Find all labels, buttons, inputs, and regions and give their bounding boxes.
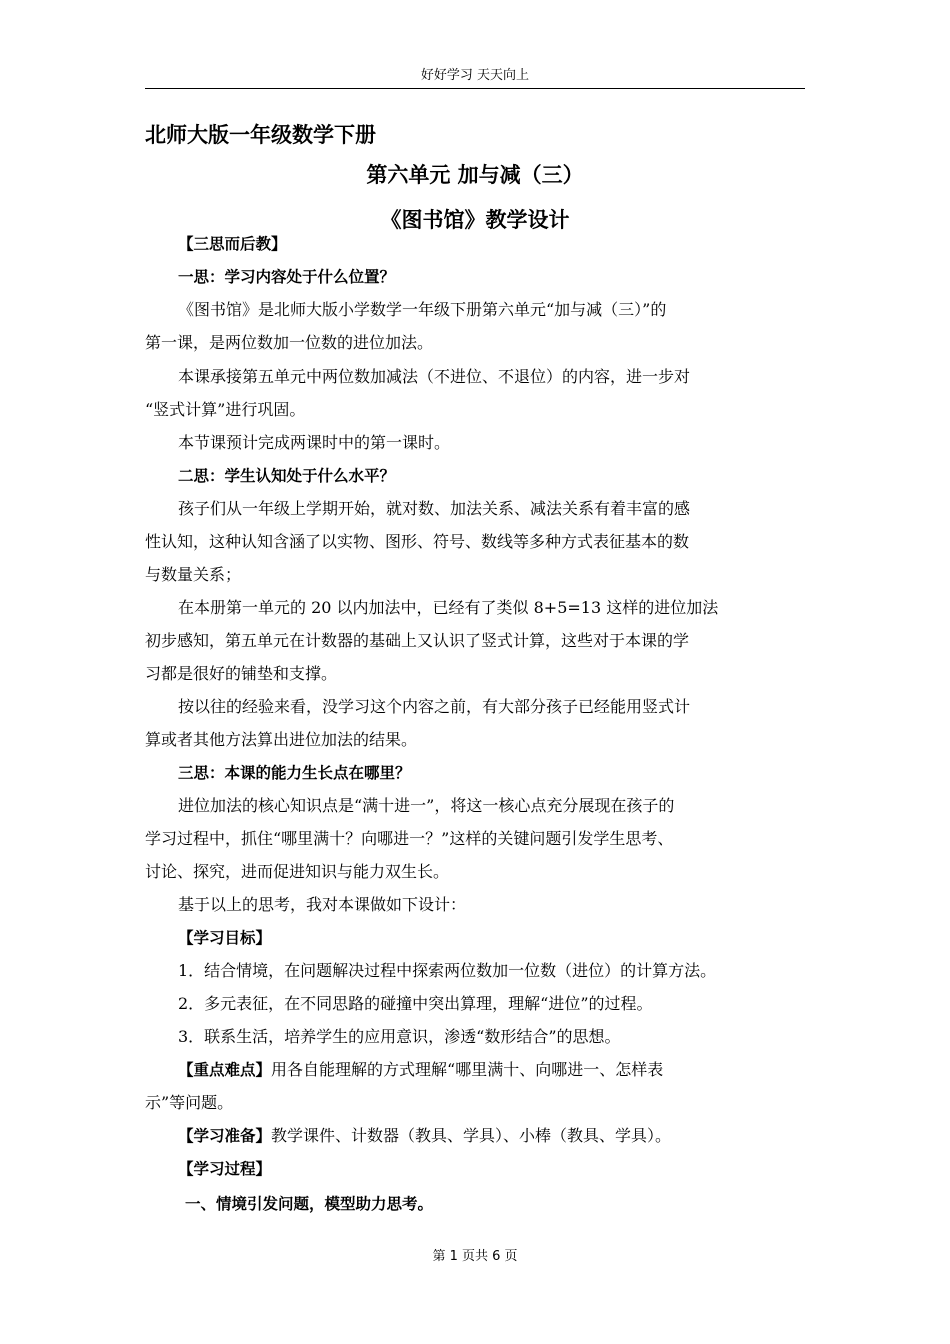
- section-heading-think: 【三思而后教】: [178, 235, 287, 253]
- paragraph-line: 按以往的经验来看，没学习这个内容之前，有大部分孩子已经能用竖式计: [178, 697, 691, 716]
- lesson-title: 《图书馆》教学设计: [380, 208, 570, 232]
- paragraph-line: 《图书馆》是北师大版小学数学一年级下册第六单元“加与减（三）”的: [178, 300, 667, 319]
- paragraph-line: 性认知，这种认知含涵了以实物、图形、符号、数线等多种方式表征基本的数: [145, 532, 690, 551]
- paragraph-line: 讨论、探究，进而促进知识与能力双生长。: [145, 862, 450, 881]
- unit-title: 第六单元 加与减（三）: [366, 163, 584, 187]
- key-points-label: 【重点难点】: [178, 1061, 272, 1079]
- paragraph-line: 学习过程中，抓住“哪里满十？向哪进一？”这样的关键问题引发学生思考、: [145, 829, 674, 848]
- paragraph-line: 第一课，是两位数加一位数的进位加法。: [145, 333, 434, 352]
- paragraph-line: 算或者其他方法算出进位加法的结果。: [145, 730, 418, 749]
- paragraph-line: 孩子们从一年级上学期开始，就对数、加法关系、减法关系有着丰富的感: [178, 499, 691, 518]
- key-points-text: 用各自能理解的方式理解“哪里满十、向哪进一、怎样表: [271, 1060, 664, 1079]
- paragraph-line: 习都是很好的铺垫和支撑。: [145, 664, 338, 683]
- goal-item: 3．联系生活，培养学生的应用意识，渗透“数形结合”的思想。: [178, 1027, 621, 1046]
- paragraph-line: 初步感知，第五单元在计数器的基础上又认识了竖式计算，这些对于本课的学: [145, 631, 690, 650]
- question-3: 三思：本课的能力生长点在哪里？: [178, 764, 411, 782]
- document-title: 北师大版一年级数学下册: [145, 123, 376, 147]
- paragraph-line: 本节课预计完成两课时中的第一课时。: [178, 433, 451, 452]
- page-header: 好好学习 天天向上: [420, 68, 530, 83]
- paragraph-line: 进位加法的核心知识点是“满十进一”，将这一核心点充分展现在孩子的: [178, 796, 675, 815]
- paragraph-line: 本课承接第五单元中两位数加减法（不进位、不退位）的内容，进一步对: [178, 367, 691, 386]
- paragraph-line: 基于以上的思考，我对本课做如下设计：: [178, 895, 467, 914]
- goals-heading: 【学习目标】: [178, 929, 272, 947]
- prep-line: [178, 1125, 808, 1147]
- goal-item: 1．结合情境，在问题解决过程中探索两位数加一位数（进位）的计算方法。: [178, 961, 717, 980]
- paragraph-line: 在本册第一单元的 20 以内加法中，已经有了类似 8+5=13 这样的进位加法: [178, 598, 719, 617]
- prep-text: 教学课件、计数器（教具、学具）、小棒（教具、学具）。: [271, 1126, 672, 1145]
- paragraph-line: 与数量关系；: [145, 565, 242, 584]
- process-step-1: 一、情境引发问题，模型助力思考。: [185, 1195, 434, 1213]
- paragraph-line: 示”等问题。: [145, 1093, 234, 1112]
- goal-item: 2．多元表征，在不同思路的碰撞中突出算理，理解“进位”的过程。: [178, 994, 653, 1013]
- header-rule: [145, 88, 805, 89]
- prep-label: 【学习准备】: [178, 1127, 272, 1145]
- question-1: 一思：学习内容处于什么位置？: [178, 268, 396, 286]
- page-footer: 第 1 页共 6 页: [432, 1249, 518, 1264]
- question-2: 二思：学生认知处于什么水平？: [178, 467, 396, 485]
- paragraph-line: “竖式计算”进行巩固。: [145, 400, 306, 419]
- process-heading: 【学习过程】: [178, 1160, 272, 1178]
- key-points-line: [178, 1059, 808, 1081]
